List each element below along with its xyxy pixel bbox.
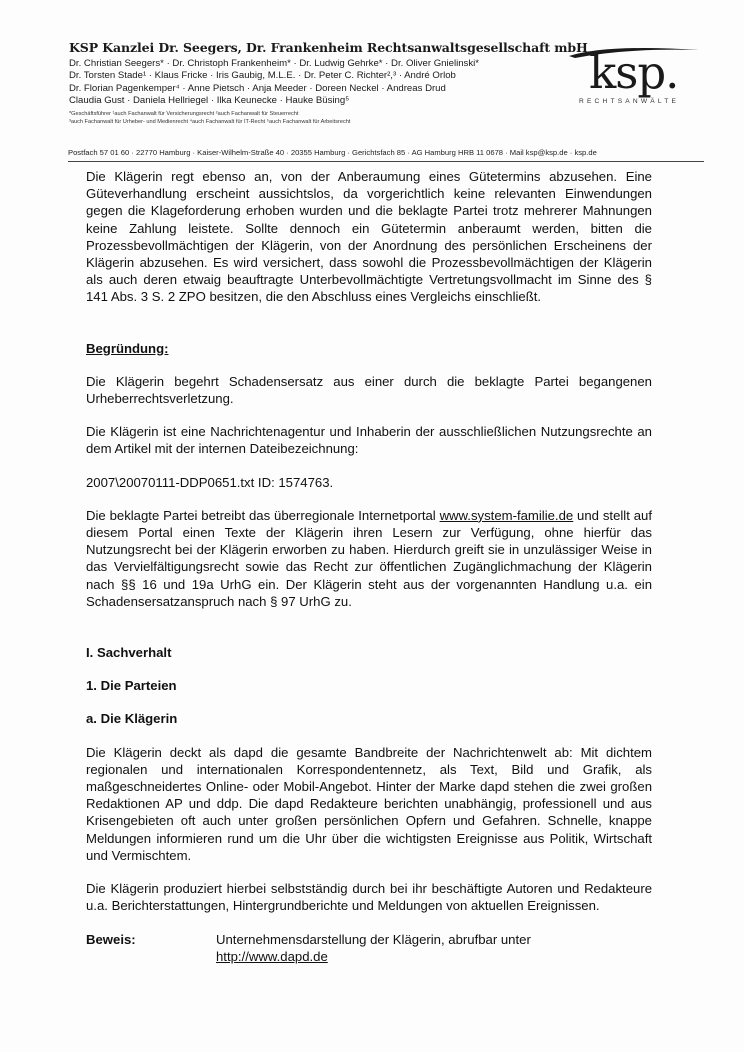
document-body bbox=[86, 168, 652, 967]
footnote-line: *Geschäftsführer ¹auch Fachanwalt für Versicherungsrecht ²auch Fachanwalt für Steuerrecht bbox=[69, 110, 299, 117]
evidence-text bbox=[216, 931, 636, 965]
portal-link[interactable]: www.system-familie.de bbox=[439, 507, 574, 523]
partner-line: Claudia Gust · Daniela Hellriegel · Ilka Keunecke · Hauke Büsing⁵ bbox=[69, 95, 350, 107]
evidence-label: Beweis: bbox=[86, 931, 136, 947]
evidence-description: Unternehmensdarstellung der Klägerin, abrufbar unter bbox=[216, 931, 531, 947]
ksp-logo bbox=[567, 42, 702, 112]
letterhead bbox=[69, 40, 588, 126]
header-divider bbox=[68, 161, 704, 162]
address-line: Postfach 57 01 60 · 22770 Hamburg · Kaiser-Wilhelm-Straße 40 · 20355 Hamburg · Gerichtsfach 85 · AG Hamburg HRB 11 0678 · Mail ksp@ksp.de · ksp.de bbox=[68, 148, 597, 157]
paragraph-text: Die beklagte Partei betreibt das überregionale Internetportal bbox=[86, 507, 440, 523]
partner-line: Dr. Christian Seegers* · Dr. Christoph Frankenheim* · Dr. Ludwig Gehrke* · Dr. Oliver Gnielinski* bbox=[69, 58, 480, 69]
paragraph-text: und stellt auf diesem Portal einen Texte der Klägerin ihren Lesern zur Verfügung, ohne hierfür das Nutzungsrecht bei der Klägerin erworben zu haben. Hierdurch greift sie in unzulässiger Weise in das Vervielfältigungsrecht sowie das Recht zur öffentlichen Zugänglichmachung der Klägerin nach §§ 16 und 19a UrhG ein. Der Klägerin steht aus der vorgenannten Handlung u.a. ein Schadensersatzanspruch nach § 97 UrhG zu. bbox=[86, 507, 652, 609]
evidence-link[interactable]: http://www.dapd.de bbox=[216, 948, 328, 964]
paragraph bbox=[86, 507, 652, 610]
logo-wordmark: ksp. bbox=[589, 46, 679, 99]
firm-name: KSP Kanzlei Dr. Seegers, Dr. Frankenheim Rechtsanwaltsgesellschaft mbH bbox=[69, 40, 588, 55]
heading-parteien: 1. Die Parteien bbox=[86, 678, 177, 694]
logo-subtitle: RECHTSANWÄLTE bbox=[579, 98, 680, 105]
heading-klaegerin: a. Die Klägerin bbox=[86, 711, 178, 727]
partner-list bbox=[69, 58, 569, 108]
paragraph: Die Klägerin deckt als dapd die gesamte Bandbreite der Nachrichtenwelt ab: Mit dichtem regionalen und internationalen Korrespondentennetz, als Text, Bild und Grafik, als maßgeschneidertes Online- oder Mobil-Angebot. Hinter der Marke dapd stehen die zwei großen Redaktionen AP und ddp. Die dapd Redakteure berichten unabhängig, professionell und aus Krisengebieten oft auch unter großen persönlichen Opfern und Gefahren. Schnelle, knappe Meldungen informieren rund um die Uhr über die wichtigsten Ereignisse aus Politik, Wirtschaft und Vermischtem. bbox=[86, 744, 652, 863]
partner-line: Dr. Torsten Stade¹ · Klaus Fricke · Iris Gaubig, M.L.E. · Dr. Peter C. Richter²,³ · André Orlob bbox=[69, 70, 456, 82]
evidence-block bbox=[86, 931, 652, 967]
paragraph: Die Klägerin regt ebenso an, von der Anberaumung eines Gütetermins abzusehen. Eine Güteverhandlung erscheint aussichtslos, da vorgerichtlich keine relevanten Einwendungen gegen die Klageforderung erhoben wurden und die beklagte Partei trotz mehrerer Mahnungen keine Zahlung leistete. Sollte dennoch ein Gütetermin anberaumt werden, bitten die Prozessbevollmächtigen der Klägerin, von der Anordnung des persönlichen Erscheinens der Klägerin abzusehen. Es wird versichert, dass sowohl die Prozessbevollmächtigen der Klägerin als auch deren etwaig beauftragte Unterbevollmächtigte Vertretungsvollmacht im Sinne des § 141 Abs. 3 S. 2 ZPO besitzen, die den Abschluss eines Vergleichs einschließt. bbox=[86, 169, 652, 305]
section-heading-begruendung: Begründung: bbox=[86, 340, 169, 356]
partner-line: Dr. Florian Pagenkemper⁴ · Anne Pietsch · Anja Meeder · Doreen Neckel · Andreas Drud bbox=[69, 82, 446, 94]
letterhead-footnotes bbox=[69, 110, 569, 126]
footnote-line: ³auch Fachanwalt für Urheber- und Medienrecht ⁴auch Fachanwalt für IT-Recht ⁵auch Fachanwalt für Arbeitsrecht bbox=[69, 118, 351, 125]
heading-sachverhalt: I. Sachverhalt bbox=[86, 645, 172, 661]
paragraph: Die Klägerin begehrt Schadensersatz aus einer durch die beklagte Partei begangenen Urheberrechtsverletzung. bbox=[86, 373, 652, 407]
paragraph: Die Klägerin produziert hierbei selbstständig durch bei ihr beschäftigte Autoren und Redakteure u.a. Berichterstattungen, Hintergrundberichte und Meldungen von aktuellen Ereignissen. bbox=[86, 881, 652, 914]
file-reference: 2007\20070111-DDP0651.txt ID: 1574763. bbox=[86, 474, 334, 490]
paragraph: Die Klägerin ist eine Nachrichtenagentur und Inhaberin der ausschließlichen Nutzungsrechte an dem Artikel mit der internen Dateibezeichnung: bbox=[86, 424, 652, 457]
